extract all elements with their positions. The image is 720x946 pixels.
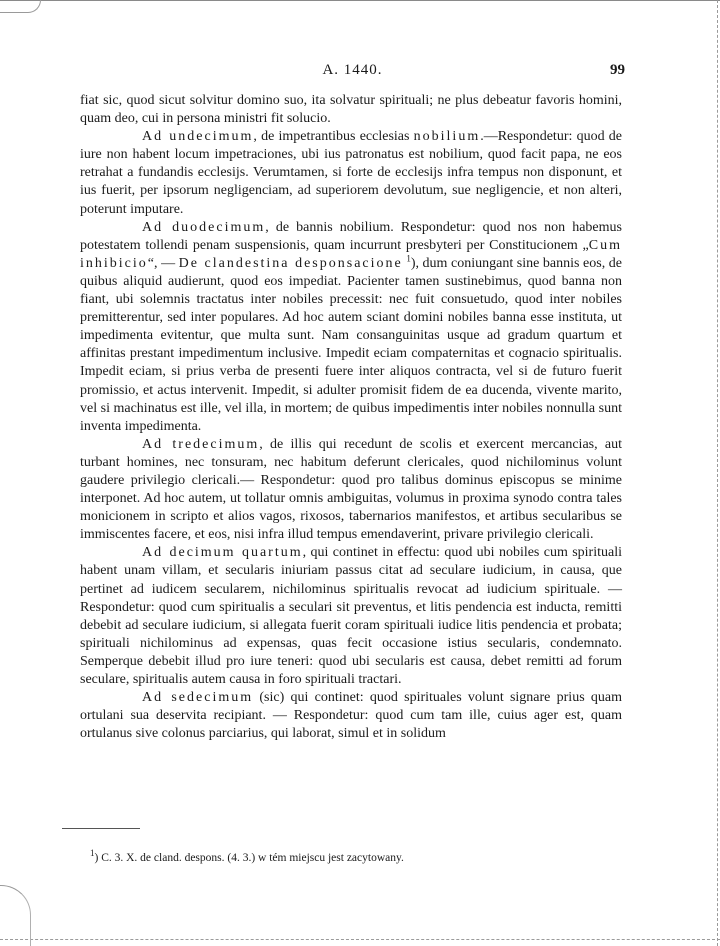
- paragraph-duodecimum: [80, 219, 622, 436]
- paragraph-text: , de bannis nobilium. Respondetur: quod nos non habemus potestatem tollendi penam suspensionis, quam incurrunt presbyteri per Constitucionem „: [80, 219, 622, 253]
- footnote-text: ) C. 3. X. de cland. despons. (4. 3.) w tém miejscu jest zacytowany.: [94, 852, 404, 864]
- paragraph-tredecimum: [80, 436, 622, 545]
- section-heading-decimum-quartum: Ad decimum quartum: [142, 545, 303, 561]
- running-head: A. 1440.: [322, 62, 383, 78]
- paragraph-undecimum: [80, 128, 622, 218]
- paragraph-text: .—Respondetur: quod de iure non habent locum impetraciones, ubi ius patronatus est nobilium, quod facit papa, ne eos retrahat a fundandis ecclesijs. Verumtamen, si forte de ecclesijs infra tempus non disponunt, et ius fuerit, per ipsorum negligenciam, ad superiorem devolutum, sue negligencie, et non alteri, poterunt imputare.: [80, 129, 622, 217]
- paragraph-text: , qui continet in effectu: quod ubi nobiles cum spirituali habent unam villam, et secularis iniuriam passus citat ad seculare iudicium, in causa, que pertinet ad iudicem secularem, nichilominus spiritualis revocat ad iudicium spirituale. — Respondetur: quod cum spiritualis a seculari sit preventus, et litis pendencia est inducta, remitti debebit ad seculare iudicium, si allegata fuerit coram spirituali iudice litis pendencia et probata; spirituali nichilominus ad expensas, quas fecit occasione istius secularis, condemnato. Semperque debebit illud pro iure teneri: quod ubi secularis est causa, debet remitti ad forum seculare, spiritualis autem causa in foro spirituali tractari.: [80, 545, 622, 687]
- section-heading-undecimum: Ad undecimum: [142, 129, 254, 145]
- section-heading-duodecimum: Ad duodecimum: [142, 219, 266, 235]
- footnote: [90, 848, 404, 864]
- spaced-word: nobilium: [413, 129, 481, 145]
- paragraph-decimum-quartum: [80, 544, 622, 689]
- page-header: [80, 62, 625, 82]
- spaced-title: Cum inhibicio: [80, 237, 622, 271]
- paragraph-text: ), dum coniungant sine bannis eos, de quibus aliquid audierunt, quod eos impediat. Pacienter tamen sustinebimus, quod banna non fiant, ubi solemnis tractatus inter nobiles precessit: nec fuit consuetudo, quod inter nobiles premitterentur, sed inter populares. Ad hoc autem sciant domini nobiles banna esse instituta, ut impedimenta evitentur, que multa sunt. Nam consanguinitas usque ad gradum quartum et affinitas prestant impedimentum inclusive. Impedit eciam compaternitas et cognacio spiritualis. Impedit eciam, si prius verba de presenti fuere inter aliquos contracta, vel si de futuro fuerit promissio, et actus intervenit. Impedit, si adulter promisit fidem de ea ducenda, vivente marito, vel si machinatus est ille, vel illa, in mortem; de quibus impedimentis inter nobiles nonnulla sunt inventa impedimenta.: [80, 255, 622, 434]
- page-curl-top: [0, 0, 41, 13]
- footnote-reference[interactable]: 1: [406, 253, 411, 264]
- page-edge-right: [717, 0, 718, 946]
- page-body: [80, 92, 622, 743]
- paragraph-text: “, —: [147, 255, 179, 271]
- footnote-mark: 1: [90, 848, 95, 859]
- section-heading-sedecimum: Ad sedecimum: [142, 690, 254, 706]
- spaced-title: De clandestina desponsacione: [178, 255, 403, 271]
- page-edge-bottom: [0, 939, 720, 940]
- footnote-separator: [62, 828, 140, 829]
- paragraph-text: , de impetrantibus ecclesias: [253, 129, 414, 145]
- paragraph-1: fiat sic, quod sicut solvitur domino suo, ita solvatur spirituali; ne plus debeatur favoris homini, quam deo, cui in persona ministri fit solucio.: [80, 93, 622, 127]
- page-curl-bottom: [0, 885, 31, 946]
- paragraph-sedecimum: [80, 689, 622, 743]
- section-heading-tredecimum: Ad tredecimum: [142, 436, 260, 452]
- page-edge-top: [0, 0, 720, 31]
- page-number: 99: [610, 62, 625, 78]
- paragraph-text: , de illis qui recedunt de scolis et exercent mercancias, aut turbant homines, nec tonsuram, nec habitum deferunt clericales, quod nichilominus volunt gaudere privilegio clericali.— Respondetur: quod pro talibus dominus episcopus se minime interponet. Ad hoc autem, ut tollatur omnis ambiguitas, volumus in proxima synodo contra tales monicionem in scripto et alios vagos, rixosos, tabernarios manifestos, et artibus secularibus se immiscentes facere, et eos, nisi infra illud tempus emendaverint, privare privilegio clericali.: [80, 436, 622, 543]
- paragraph-text: (sic) qui continet: quod spirituales volunt signare prius quam ortulani sua deservita recipiant. — Respondetur: quod cum tam ille, cuius ager est, quam ortulanus sive colonus parciarius, qui laborat, simul et in solidum: [80, 690, 622, 742]
